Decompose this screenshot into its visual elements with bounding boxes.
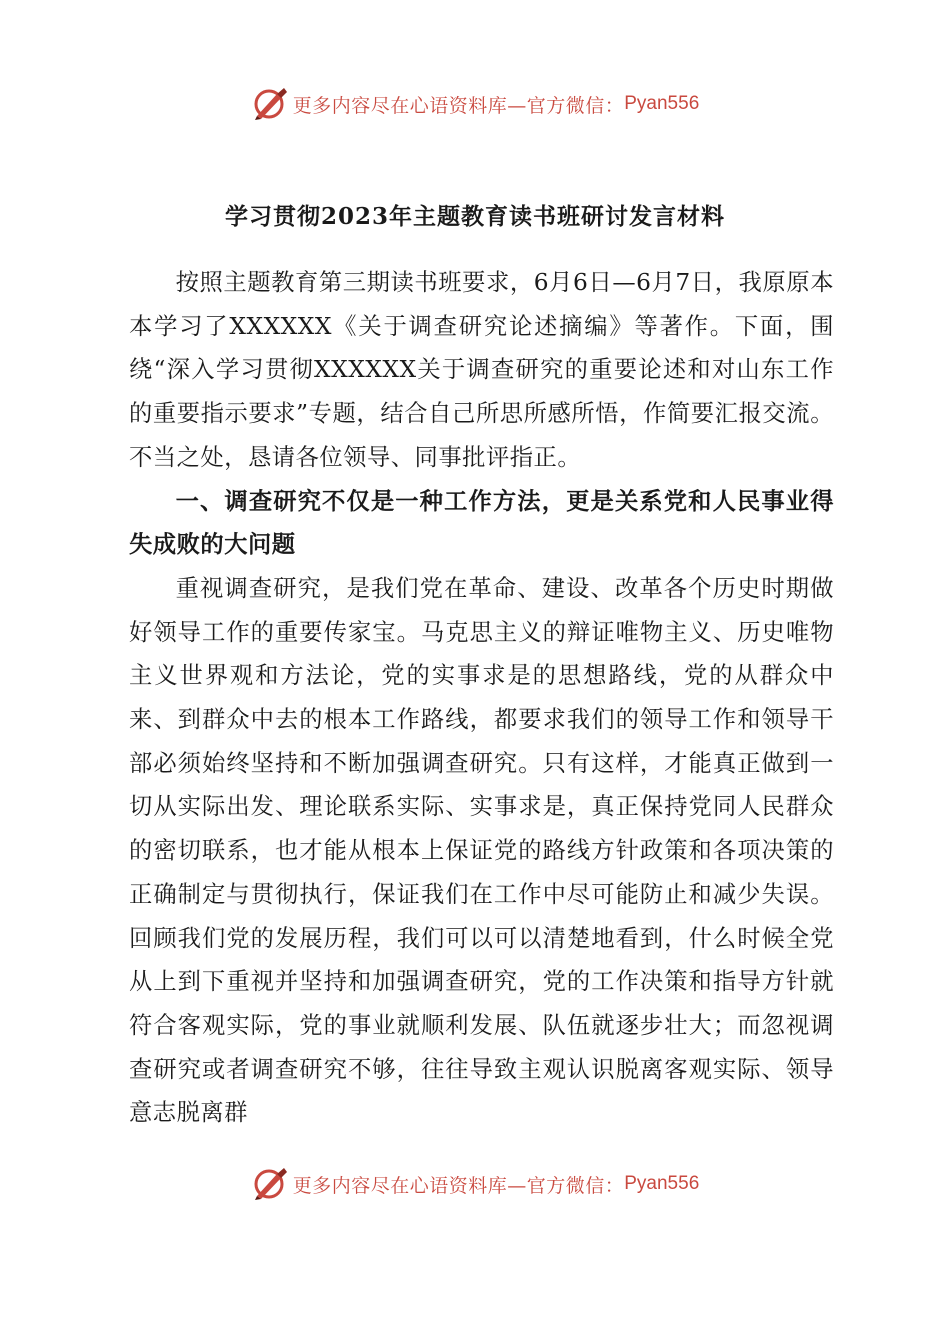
pen-logo-icon [251,86,291,122]
banner-wechat-id: Pyan556 [624,1173,700,1194]
banner-wechat-id: Pyan556 [624,93,700,114]
banner-text: 更多内容尽在心语资料库—官方微信： [292,94,625,117]
intro-paragraph: 按照主题教育第三期读书班要求，6月6日—6月7日，我原原本本学习了XXXXXX《关于调查研究论述摘编》等著作。下面，围绕“深入学习贯彻XXXXXX关于调查研究的重要论述和对山东工作的重要指示要求”专题，结合自己所思所感所悟，作简要汇报交流。不当之处，恳请各位领导、同事批评指正。 [129,269,834,471]
document-title: 学习贯彻2023年主题教育读书班研讨发言材料 [224,203,725,230]
header-banner [0,84,950,124]
document-body [129,261,834,1135]
pen-logo-icon [251,1166,291,1202]
body-paragraph: 重视调查研究，是我们党在革命、建设、改革各个历史时期做好领导工作的重要传家宝。马克思主义的辩证唯物主义、历史唯物主义世界观和方法论，党的实事求是的思想路线，党的从群众中来、到群众中去的根本工作路线，都要求我们的领导工作和领导干部必须始终坚持和不断加强调查研究。只有这样，才能真正做到一切从实际出发、理论联系实际、实事求是，真正保持党同人民群众的密切联系，也才能从根本上保证党的路线方针政策和各项决策的正确制定与贯彻执行，保证我们在工作中尽可能防止和减少失误。回顾我们党的发展历程，我们可以可以清楚地看到，什么时候全党从上到下重视并坚持和加强调查研究，党的工作决策和指导方针就符合客观实际，党的事业就顺利发展、队伍就逐步壮大；而忽视调查研究或者调查研究不够，往往导致主观认识脱离客观实际、领导意志脱离群 [129,574,834,1127]
banner-text: 更多内容尽在心语资料库—官方微信： [292,1174,625,1197]
section-heading: 一、调查研究不仅是一种工作方法，更是关系党和人民事业得失成败的大问题 [129,487,834,559]
footer-banner [0,1164,950,1204]
